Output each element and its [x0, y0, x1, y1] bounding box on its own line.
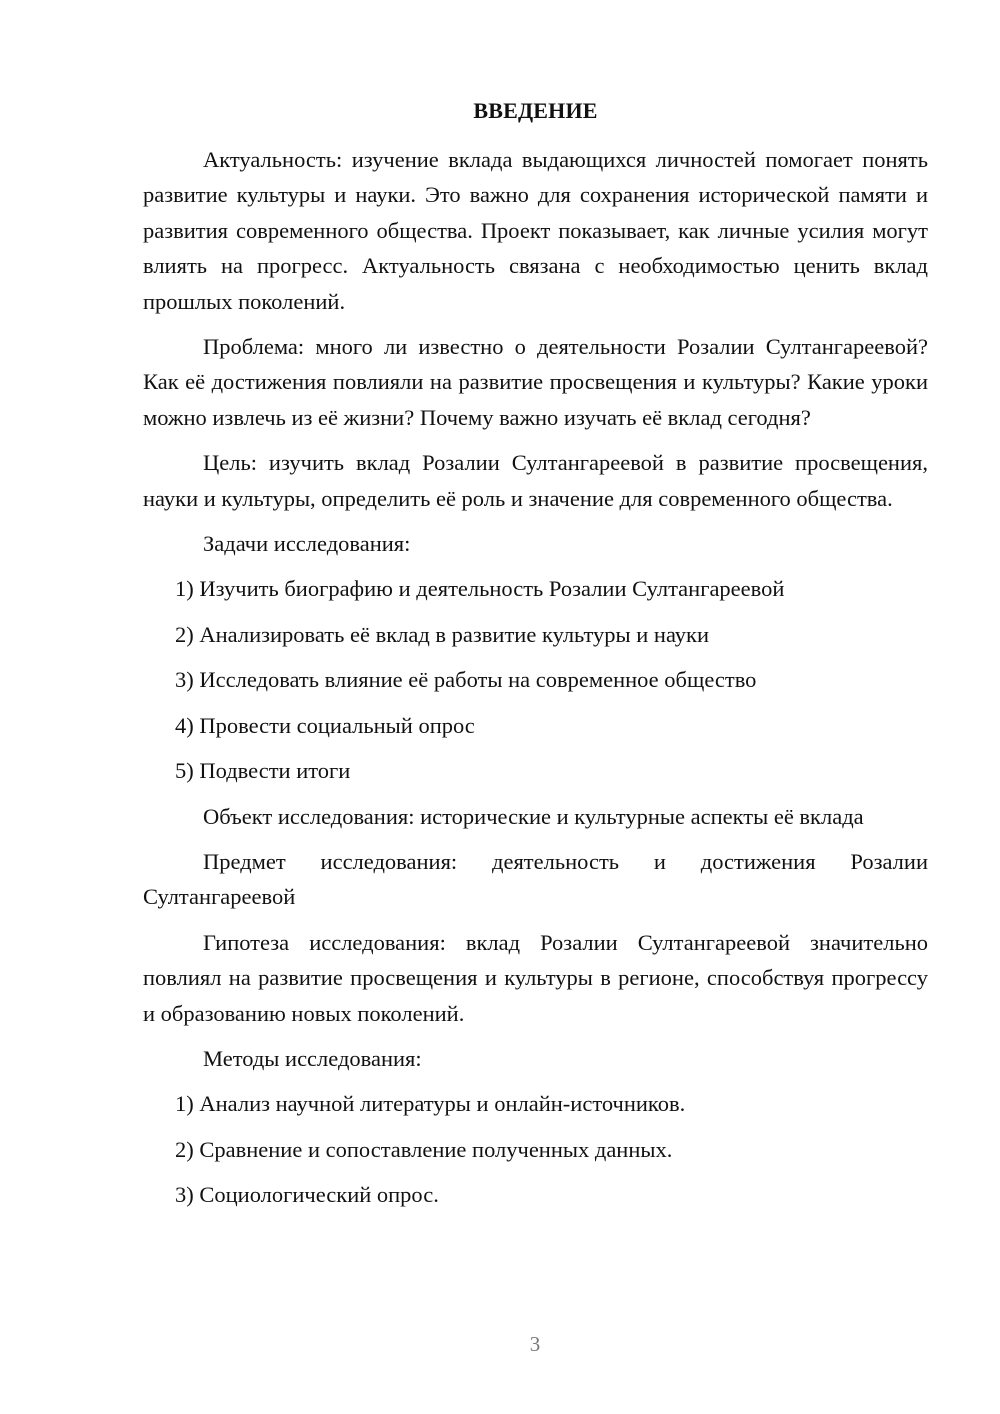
- object-paragraph: Объект исследования: исторические и культурные аспекты её вклада: [203, 803, 864, 829]
- problem-paragraph: Проблема: много ли известно о деятельности Розалии Султангареевой? Как её достижения повлияли на развитие просвещения и культуры? Какие уроки можно извлечь из её жизни? Почему важно изучать её вклад сегодня?: [143, 334, 928, 430]
- goal-paragraph: Цель: изучить вклад Розалии Султангареевой в развитие просвещения, науки и культуры, определить её роль и значение для современного общества.: [143, 450, 928, 511]
- task-item-2: 2) Анализировать её вклад в развитие культуры и науки: [175, 621, 710, 647]
- tasks-heading: Задачи исследования:: [203, 531, 411, 557]
- page-title: ВВЕДЕНИЕ: [473, 98, 598, 123]
- method-item-2: 2) Сравнение и сопоставление полученных данных.: [175, 1136, 673, 1162]
- subject-paragraph: Предмет исследования: деятельность и достижения Розалии Султангареевой: [143, 848, 928, 910]
- task-item-1: 1) Изучить биографию и деятельность Розалии Султангареевой: [175, 576, 785, 602]
- relevance-paragraph: Актуальность: изучение вклада выдающихся личностей помогает понять развитие культуры и науки. Это важно для сохранения исторической памяти и развития современного общества. Проект показывает, как личные усилия могут влиять на прогресс. Актуальность связана с необходимостью ценить вклад прошлых поколений.: [143, 147, 928, 314]
- document-body: [143, 142, 928, 1223]
- methods-list: [143, 1086, 928, 1212]
- page-number: 3: [529, 1332, 541, 1356]
- method-item-1: 1) Анализ научной литературы и онлайн-источников.: [175, 1091, 686, 1117]
- task-item-4: 4) Провести социальный опрос: [175, 712, 475, 738]
- task-item-5: 5) Подвести итоги: [175, 758, 351, 784]
- methods-heading: Методы исследования:: [203, 1045, 422, 1071]
- method-item-3: 3) Социологический опрос.: [175, 1182, 439, 1208]
- task-item-3: 3) Исследовать влияние её работы на современное общество: [175, 667, 757, 693]
- tasks-list: [143, 571, 928, 788]
- hypothesis-paragraph: Гипотеза исследования: вклад Розалии Султангареевой значительно повлиял на развитие просвещения и культуры в регионе, способствуя прогрессу и образованию новых поколений.: [143, 929, 928, 1026]
